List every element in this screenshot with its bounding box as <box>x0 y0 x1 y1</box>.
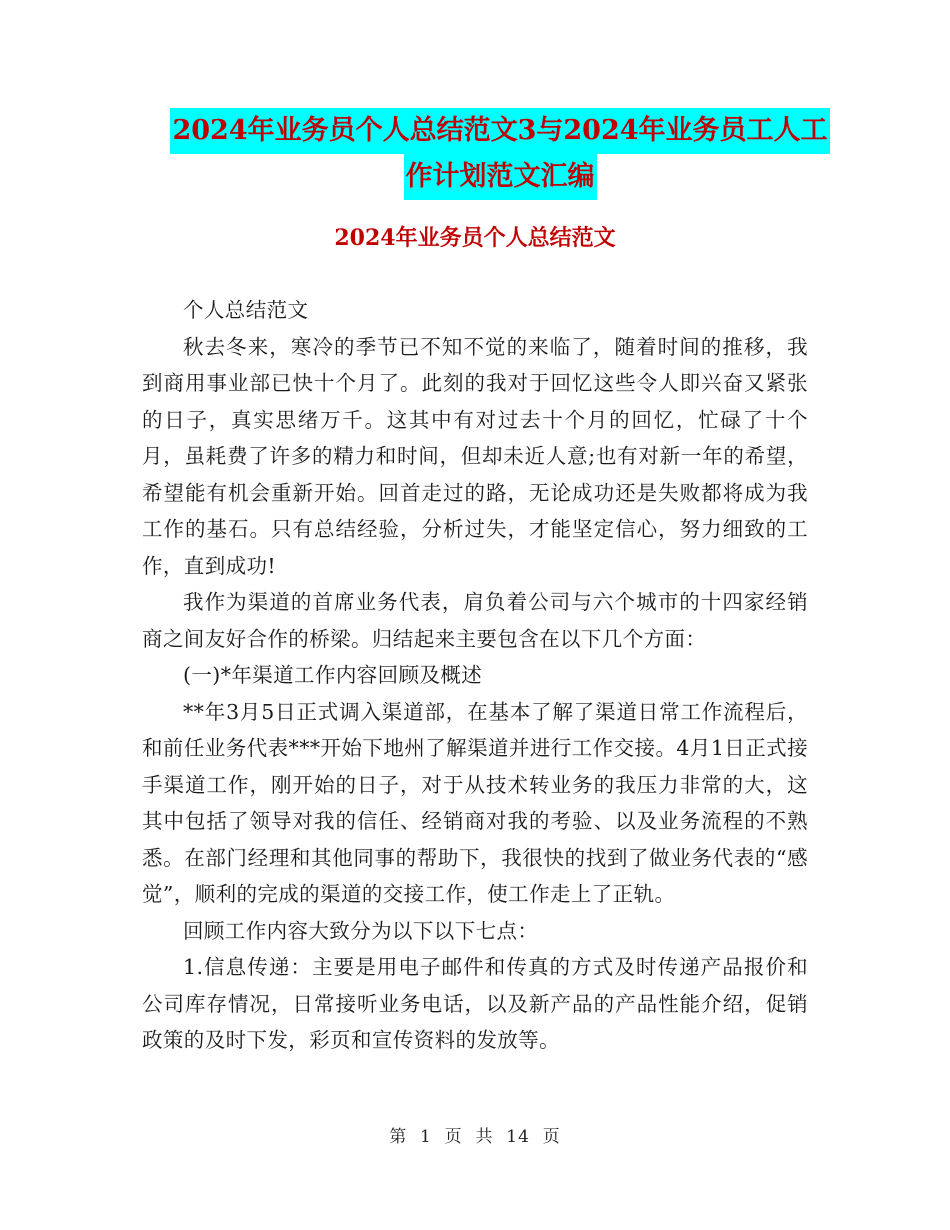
document-body <box>142 292 808 1059</box>
document-title <box>140 108 860 200</box>
paragraph: 回顾工作内容大致分为以下以下七点： <box>183 918 539 943</box>
paragraph: 秋去冬来，寒冷的季节已不知不觉的来临了，随着时间的推移，我到商用事业部已快十个月了。此刻的我对于回忆这些令人即兴奋又紧张的日子，真实思绪万千。这其中有对过去十个月的回忆，忙碌了十个月，虽耗费了许多的精力和时间，但却未近人意;也有对新一年的希望，希望能有机会重新开始。回首走过的路，无论成功还是失败都将成为我工作的基石。只有总结经验，分析过失，才能坚定信心，努力细致的工作，直到成功! <box>142 334 808 578</box>
paragraph-subheading: (一)*年渠道工作内容回顾及概述 <box>183 663 483 687</box>
title-line-1: 2024年业务员个人总结范文3与2024年业务员工人工 <box>170 108 829 154</box>
section-heading: 2024年业务员个人总结范文 <box>334 225 616 251</box>
paragraph: **年3月5日正式调入渠道部，在基本了解了渠道日常工作流程后，和前任业务代表***开始下地州了解渠道并进行工作交接。4月1日正式接手渠道工作，刚开始的日子，对于从技术转业务的我压力非常的大，这其中包括了领导对我的信任、经销商对我的考验、以及业务流程的不熟悉。在部门经理和其他同事的帮助下，我很快的找到了做业务代表的“感觉”，顺利的完成的渠道的交接工作，使工作走上了正轨。 <box>142 699 808 906</box>
paragraph: 我作为渠道的首席业务代表，肩负着公司与六个城市的十四家经销商之间友好合作的桥梁。归结起来主要包含在以下几个方面： <box>142 590 808 651</box>
paragraph-heading: 个人总结范文 <box>183 298 309 322</box>
title-line-2: 作计划范文汇编 <box>404 154 597 200</box>
paragraph: 1.信息传递：主要是用电子邮件和传真的方式及时传递产品报价和公司库存情况，日常接听业务电话，以及新产品的产品性能介绍，促销政策的及时下发，彩页和宣传资料的发放等。 <box>142 955 808 1052</box>
page-number: 第 1 页 共 14 页 <box>389 1127 561 1147</box>
